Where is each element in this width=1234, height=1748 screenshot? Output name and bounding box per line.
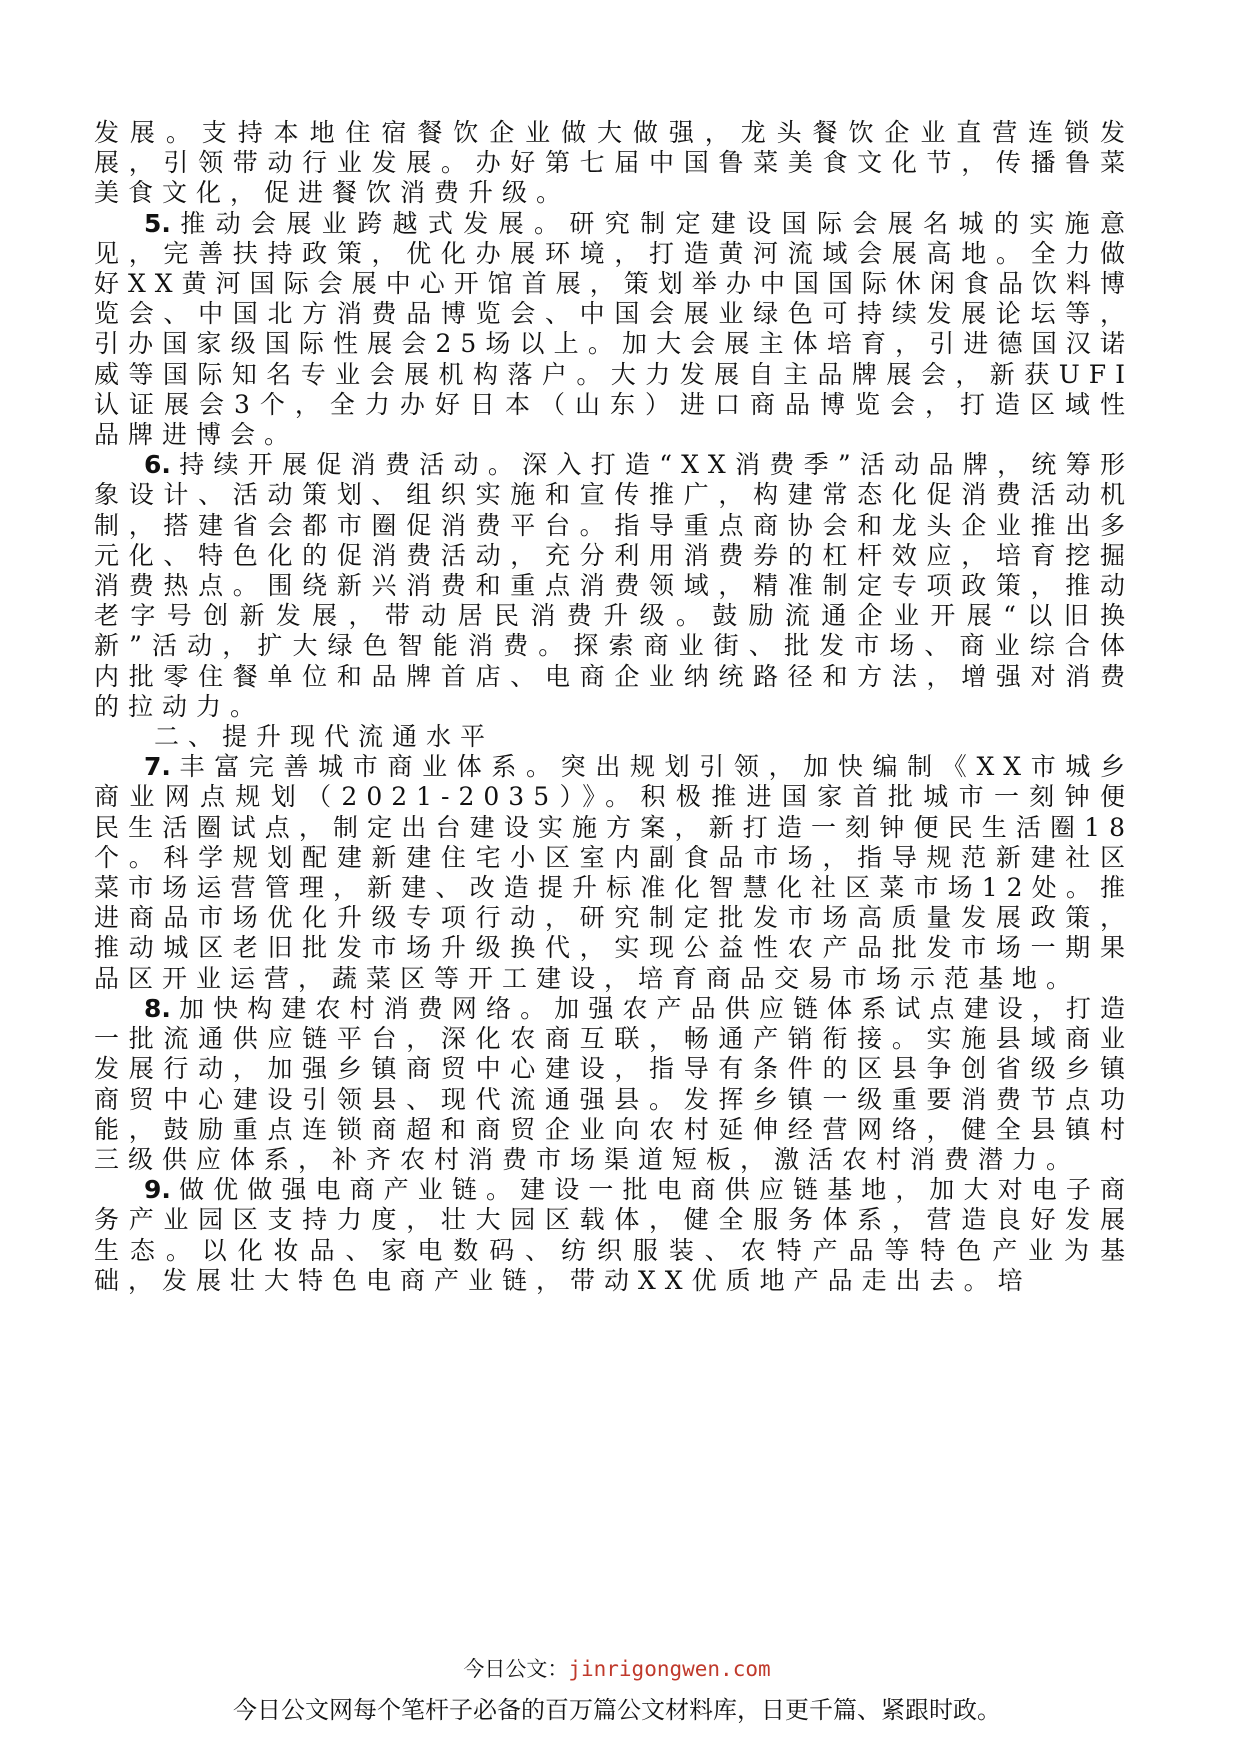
footer-label: 今日公文：	[463, 1657, 569, 1681]
footer-slogan: 今日公文网每个笔杆子必备的百万篇公文材料库，日更千篇、紧跟时政。	[233, 1696, 1001, 1724]
paragraph-intro: 发展。支持本地住宿餐饮企业做大做强，龙头餐饮企业直营连锁发展，引领带动行业发展。办好第七届中国鲁菜美食文化节，传播鲁菜美食文化，促进餐饮消费升级。	[94, 118, 1134, 208]
item-text: 推动会展业跨越式发展。研究制定建设国际会展名城的实施意见，完善扶持政策，优化办展环境，打造黄河流域会展高地。全力做好XX黄河国际会展中心开馆首展，策划举办中国国际休闲食品饮料博览会、中国北方消费品博览会、中国会展业绿色可持续发展论坛等，引办国家级国际性展会25场以上。加大会展主体培育，引进德国汉诺威等国际知名专业会展机构落户。大力发展自主品牌展会，新获UFI认证展会3个，全力办好日本（山东）进口商品博览会，打造区域性品牌进博会。	[94, 208, 1134, 450]
item-7	[94, 752, 1134, 994]
section-heading: 二、提升现代流通水平	[154, 722, 495, 752]
item-9	[94, 1175, 1134, 1296]
item-text: 持续开展促消费活动。深入打造“XX消费季”活动品牌，统筹形象设计、活动策划、组织实施和宣传推广，构建常态化促消费活动机制，搭建省会都市圈促消费平台。指导重点商协会和龙头企业推出多元化、特色化的促消费活动，充分利用消费券的杠杆效应，培育挖掘消费热点。围绕新兴消费和重点消费领域，精准制定专项政策，推动老字号创新发展，带动居民消费升级。鼓励流通企业开展“以旧换新”活动，扩大绿色智能消费。探索商业街、批发市场、商业综合体内批零住餐单位和品牌首店、电商企业纳统路径和方法，增强对消费的拉动力。	[94, 450, 1134, 721]
item-text: 加快构建农村消费网络。加强农产品供应链体系试点建设，打造一批流通供应链平台，深化农商互联，畅通产销衔接。实施县域商业发展行动，加强乡镇商贸中心建设，指导有条件的区县争创省级乡镇商贸中心建设引领县、现代流通强县。发挥乡镇一级重要消费节点功能，鼓励重点连锁商超和商贸企业向农村延伸经营网络，健全县镇村三级供应体系，补齐农村消费市场渠道短板，激活农村消费潜力。	[94, 993, 1134, 1174]
footer-url-link[interactable]: jinrigongwen.com	[568, 1657, 771, 1681]
item-number: 6.	[144, 450, 171, 480]
item-5	[94, 209, 1134, 451]
footer-source	[0, 1653, 1234, 1683]
item-number: 8.	[144, 993, 171, 1023]
item-number: 7.	[144, 752, 171, 782]
item-6	[94, 450, 1134, 722]
item-8	[94, 994, 1134, 1175]
body-text	[94, 118, 1134, 1296]
item-number: 9.	[144, 1175, 171, 1205]
item-text: 做优做强电商产业链。建设一批电商供应链基地，加大对电子商务产业园区支持力度，壮大园区载体，健全服务体系，营造良好发展生态。以化妆品、家电数码、纺织服装、农特产品等特色产业为基础，发展壮大特色电商产业链，带动XX优质地产品走出去。培	[94, 1175, 1134, 1295]
item-text: 丰富完善城市商业体系。突出规划引领，加快编制《XX市城乡商业网点规划（2021-2035）》。积极推进国家首批城市一刻钟便民生活圈试点，制定出台建设实施方案，新打造一刻钟便民生活圈18个。科学规划配建新建住宅小区室内副食品市场，指导规范新建社区菜市场运营管理，新建、改造提升标准化智慧化社区菜市场12处。推进商品市场优化升级专项行动，研究制定批发市场高质量发展政策，推动城区老旧批发市场升级换代，实现公益性农产品批发市场一期果品区开业运营，蔬菜区等开工建设，培育商品交易市场示范基地。	[94, 752, 1134, 993]
item-number: 5.	[144, 208, 171, 238]
